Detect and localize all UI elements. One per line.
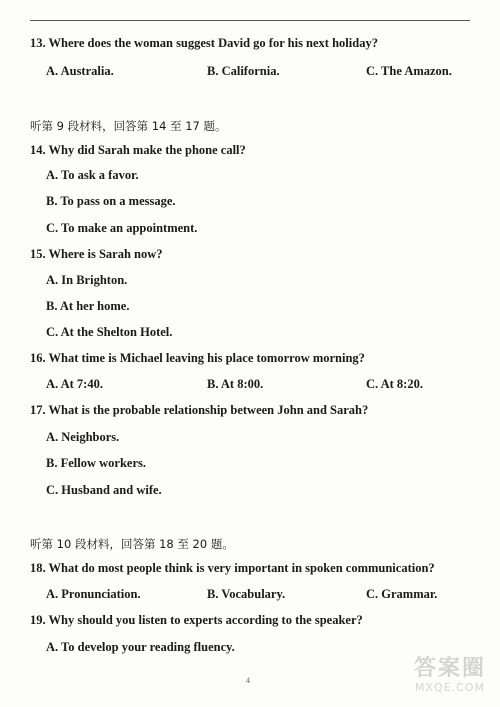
question-19-option-a: A. To develop your reading fluency. [46,640,235,654]
question-18-stem: 18. What do most people think is very important in spoken communication? [30,561,435,575]
question-15-stem: 15. Where is Sarah now? [30,247,163,261]
question-18-option-b: B. Vocabulary. [207,587,286,601]
section-header-10: 听第 10 段材料，回答第 18 至 20 题。 [30,537,234,551]
watermark-bottom: MXQE.COM [415,681,485,694]
question-17-option-b: B. Fellow workers. [46,456,146,470]
question-17-stem: 17. What is the probable relationship between John and Sarah? [30,403,369,417]
question-16-option-c: C. At 8:20. [366,377,423,391]
question-17-option-a: A. Neighbors. [46,430,120,444]
question-17-option-c: C. Husband and wife. [46,483,162,497]
question-13-option-b: B. California. [207,64,280,78]
question-15-option-b: B. At her home. [46,299,130,313]
question-16-option-b: B. At 8:00. [207,377,264,391]
question-14-option-a: A. To ask a favor. [46,168,139,182]
question-13-option-a: A. Australia. [46,64,114,78]
question-18-option-c: C. Grammar. [366,587,438,601]
watermark-top: 答案圈 [413,656,486,681]
section-header-9: 听第 9 段材料，回答第 14 至 17 题。 [30,119,227,133]
question-13-option-c: C. The Amazon. [366,64,452,78]
question-14-option-c: C. To make an appointment. [46,221,198,235]
watermark-logo [404,657,496,701]
question-16-option-a: A. At 7:40. [46,377,103,391]
question-18-option-a: A. Pronunciation. [46,587,141,601]
question-14-option-b: B. To pass on a message. [46,194,176,208]
top-rule [30,20,470,21]
page-number: 4 [246,676,250,685]
question-15-option-c: C. At the Shelton Hotel. [46,325,173,339]
question-19-stem: 19. Why should you listen to experts according to the speaker? [30,613,363,627]
question-15-option-a: A. In Brighton. [46,273,128,287]
question-13-stem: 13. Where does the woman suggest David go for his next holiday? [30,36,378,50]
question-16-stem: 16. What time is Michael leaving his place tomorrow morning? [30,351,365,365]
question-14-stem: 14. Why did Sarah make the phone call? [30,143,246,157]
